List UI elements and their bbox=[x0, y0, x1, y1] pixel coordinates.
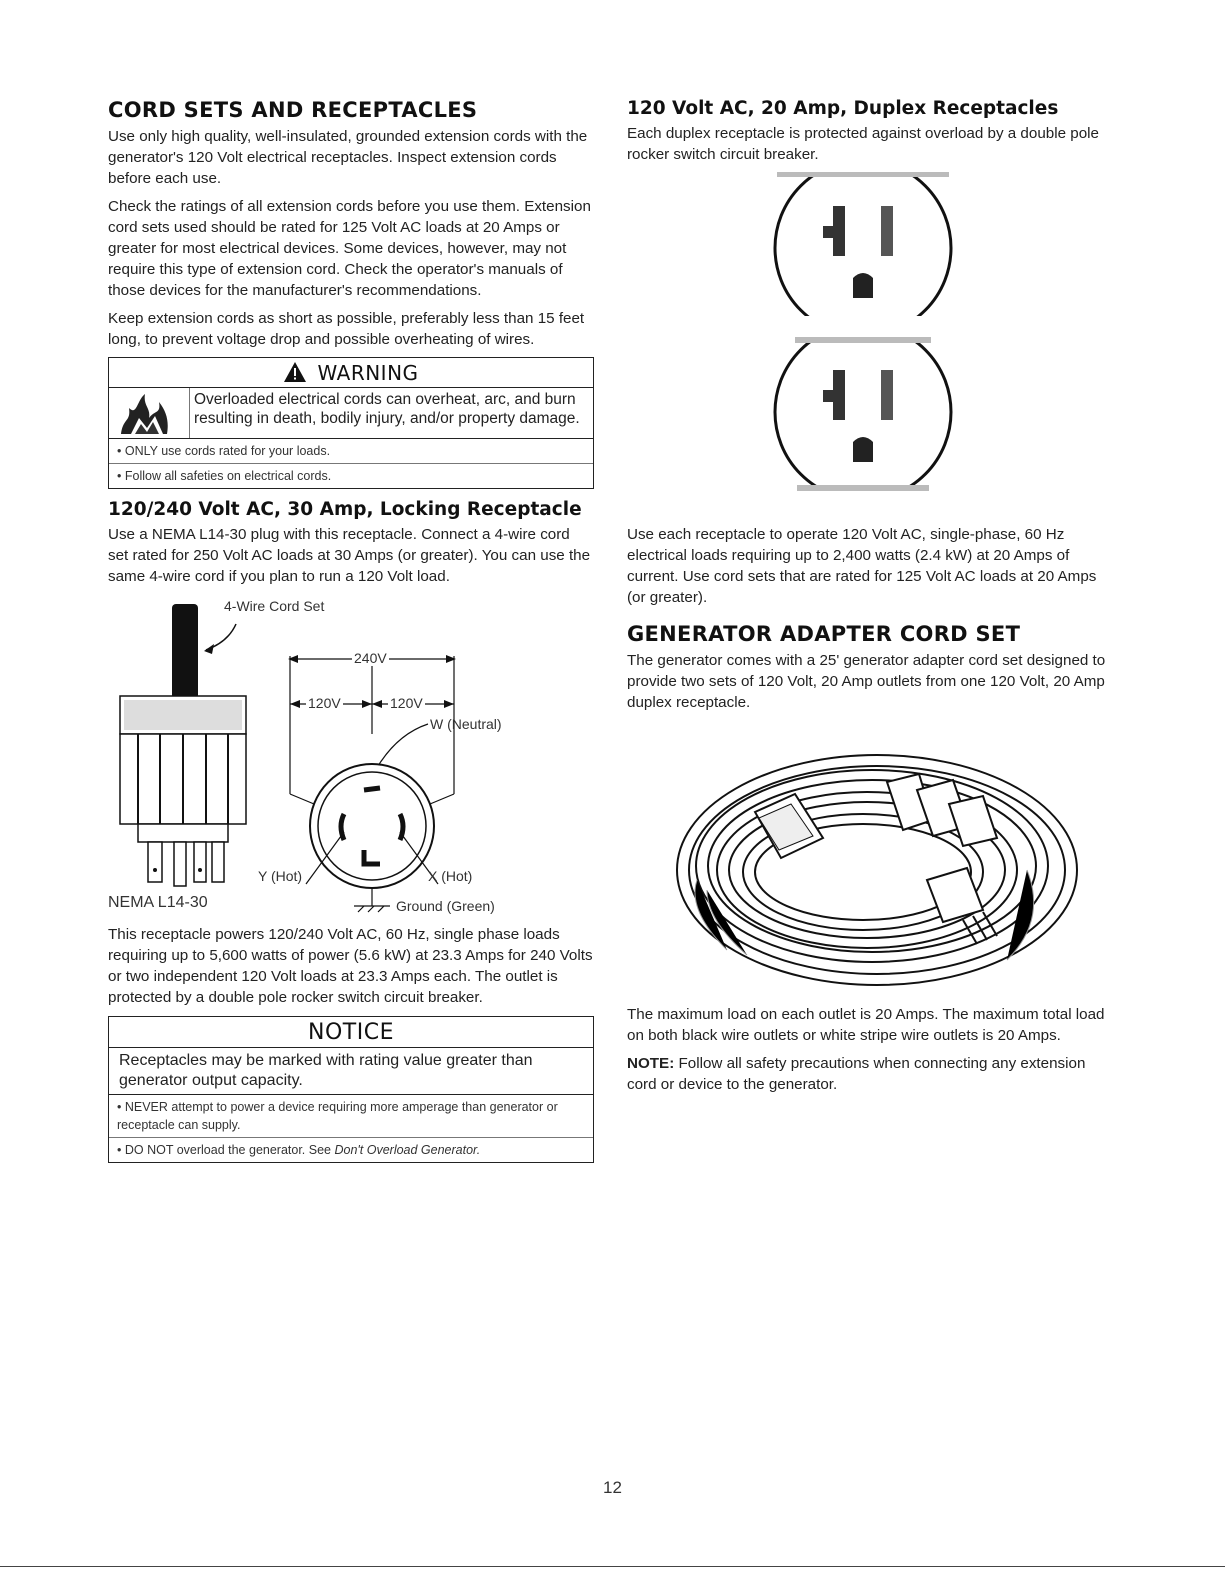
x-hot-label: X (Hot) bbox=[428, 868, 473, 884]
adapter-cord-illustration bbox=[627, 720, 1117, 1000]
page-number: 12 bbox=[603, 1478, 622, 1497]
top-outlet bbox=[767, 172, 959, 338]
neutral-label: W (Neutral) bbox=[430, 716, 502, 732]
notice-bullet-1: • NEVER attempt to power a device requiring more amperage than generator or receptacle can supply. bbox=[109, 1095, 593, 1138]
duplex-paragraph-2: Use each receptacle to operate 120 Volt AC, single-phase, 60 Hz electrical loads requiring up to 2,400 watts (2.4 kW) at 20 Amps of current. Use cord sets that are rated for 125 Volt AC loads at 20 Amps (or greater). bbox=[627, 526, 1097, 606]
warning-bullet-1: • ONLY use cords rated for your loads. bbox=[109, 439, 593, 464]
notice-bullet-2: • DO NOT overload the generator. See Don't Overload Generator. bbox=[117, 1143, 481, 1157]
duplex-paragraph-1: Each duplex receptacle is protected against overload by a double pole rocker switch circuit breaker. bbox=[627, 125, 1099, 163]
duplex-receptacle-figure bbox=[627, 172, 1117, 522]
warning-title-row bbox=[109, 358, 593, 388]
locking-receptacle-figure bbox=[108, 594, 594, 914]
cord-sets-paragraph-2: Check the ratings of all extension cords before you use them. Extension cord sets used should be rated for 125 Volt AC loads at 20 Amps or greater for most electrical devices. Some devices, however, may not require this type of extension cord. Check the operator's manuals of those devices for the manufacturer's recommendations. bbox=[108, 198, 591, 299]
y-hot-label: Y (Hot) bbox=[258, 868, 303, 884]
adapter-paragraph-2: The maximum load on each outlet is 20 Amps. The maximum total load on both black wire outlets or white stripe wire outlets is 20 Amps. bbox=[627, 1006, 1105, 1044]
note-label: NOTE: bbox=[627, 1055, 675, 1072]
nema-plug-diagram bbox=[108, 594, 594, 914]
cord-sets-heading: CORD SETS AND RECEPTACLES bbox=[108, 98, 478, 122]
adapter-note bbox=[627, 1053, 1117, 1095]
duplex-heading: 120 Volt AC, 20 Amp, Duplex Receptacles bbox=[627, 98, 1059, 119]
v120-right-label: 120V bbox=[390, 695, 423, 711]
locking-receptacle-heading: 120/240 Volt AC, 30 Amp, Locking Receptacle bbox=[108, 499, 582, 520]
adapter-cord-heading: GENERATOR ADAPTER CORD SET bbox=[627, 622, 1021, 646]
notice-box bbox=[108, 1016, 594, 1163]
left-column bbox=[108, 98, 594, 1173]
notice-message: Receptacles may be marked with rating value greater than generator output capacity. bbox=[109, 1048, 593, 1095]
locking-paragraph-2: This receptacle powers 120/240 Volt AC, 60 Hz, single phase loads requiring up to 5,600 watts of power (5.6 kW) at 23.3 Amps for 240 Volts or two independent 120 Volt loads at 23.3 Amps each. The outlet is protected by a double pole rocker switch circuit breaker. bbox=[108, 926, 593, 1006]
ground-label: Ground (Green) bbox=[396, 898, 495, 914]
right-column bbox=[627, 98, 1117, 1102]
fire-hazard-icon bbox=[109, 388, 190, 438]
cord-sets-paragraph-1: Use only high quality, well-insulated, grounded extension cords with the generator's 120 Volt electrical receptacles. Inspect extension cords before each use. bbox=[108, 128, 588, 187]
warning-triangle-icon bbox=[283, 361, 307, 383]
warning-message-row bbox=[109, 388, 593, 439]
bottom-rule bbox=[0, 1566, 1225, 1567]
cord-sets-paragraph-3: Keep extension cords as short as possible, preferably less than 15 feet long, to prevent voltage drop and possible overheating of wires. bbox=[108, 310, 585, 348]
v120-left-label: 120V bbox=[308, 695, 341, 711]
locking-paragraph-1: Use a NEMA L14-30 plug with this receptacle. Connect a 4-wire cord set rated for 250 Volt AC loads at 30 Amps (or greater). You can use the same 4-wire cord if you plan to run a 120 Volt load. bbox=[108, 526, 591, 585]
adapter-cord-figure bbox=[627, 720, 1117, 1000]
warning-bullet-2: • Follow all safeties on electrical cords. bbox=[117, 469, 332, 483]
warning-message: Overloaded electrical cords can overheat, arc, and burn resulting in death, bodily injury, and/or property damage. bbox=[194, 391, 580, 427]
bottom-outlet bbox=[767, 316, 959, 506]
cord-set-label: 4-Wire Cord Set bbox=[224, 598, 325, 614]
note-text: Follow all safety precautions when connecting any extension cord or device to the generator. bbox=[627, 1055, 1086, 1093]
nema-label: NEMA L14-30 bbox=[108, 894, 208, 911]
notice-bullet-2-reference: Don't Overload Generator. bbox=[334, 1143, 481, 1157]
notice-title: NOTICE bbox=[109, 1017, 593, 1048]
adapter-paragraph-1: The generator comes with a 25' generator adapter cord set designed to provide two sets of 120 Volt, 20 Amp outlets from one 120 Volt, 20 Amp duplex receptacle. bbox=[627, 652, 1106, 711]
duplex-receptacle-diagram bbox=[627, 172, 1117, 522]
warning-box bbox=[108, 357, 594, 489]
v240-label: 240V bbox=[354, 650, 387, 666]
warning-title: WARNING bbox=[317, 361, 419, 385]
